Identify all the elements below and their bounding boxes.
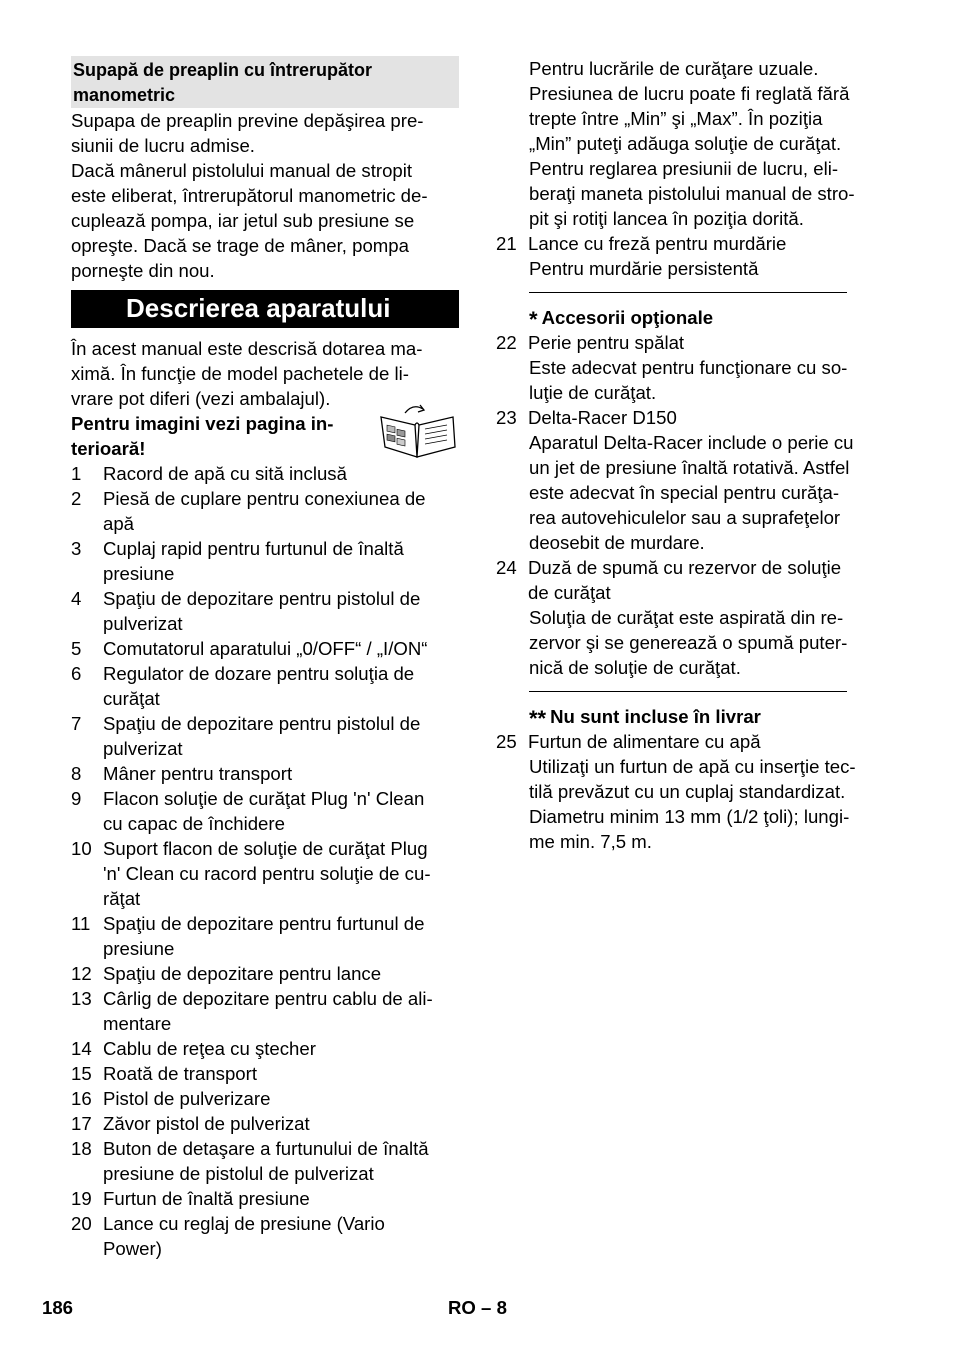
overflow-valve-heading: Supapă de preaplin cu întrerupător manometric (71, 56, 459, 108)
list-item (71, 636, 459, 661)
item-description: Soluţia de curăţat este aspirată din re- zervor şi se generează o spumă puter- nică de soluţie de curăţat. (529, 607, 848, 678)
asterisk-marker: ** (529, 706, 547, 731)
left-column (71, 56, 459, 1261)
section-page-label: RO – 8 (448, 1297, 507, 1318)
item-number: 8 (71, 763, 82, 784)
book-icon (377, 403, 459, 459)
overflow-valve-para-2: Dacă mânerul pistolului manual de stropit este eliberat, întrerupătorul manometric de- cuplează pompa, iar jetul sub presiune se opreşte. Dacă se trage de mâner, pompa porneşte din nou. (71, 160, 428, 281)
item-number: 2 (71, 488, 82, 509)
item-text: Perie pentru spălat (528, 332, 685, 353)
overflow-valve-para-1: Supapa de preaplin previne depăşirea pre- siunii de lucru admise. (71, 110, 424, 156)
optional-accessories-heading (496, 305, 888, 330)
item-text: Flacon soluţie de curăţat Plug 'n' Clean cu capac de închidere (103, 788, 425, 834)
item-text: Regulator de dozare pentru soluţia de curăţat (103, 663, 415, 709)
not-included-heading (496, 704, 888, 729)
item-text: Mâner pentru transport (103, 763, 293, 784)
list-item (71, 1036, 459, 1061)
list-item (71, 1186, 459, 1211)
item-number: 13 (71, 988, 92, 1009)
item-number: 23 (496, 407, 517, 428)
right-column (496, 56, 888, 854)
list-item (71, 1086, 459, 1111)
item-description: Pentru murdărie persistentă (529, 258, 759, 279)
list-item (71, 661, 459, 711)
item-description: Aparatul Delta-Racer include o perie cu un jet de presiune înaltă rotativă. Astfel este adecvat în special pentru curăţa- rea autovehiculelor sau a suprafeţelor deosebit de murdare. (529, 432, 854, 553)
item-number: 5 (71, 638, 82, 659)
item-number: 15 (71, 1063, 92, 1084)
list-item (496, 555, 888, 605)
item-text: Lance cu reglaj de presiune (Vario Power) (103, 1213, 385, 1259)
item-number: 1 (71, 463, 82, 484)
list-item (71, 536, 459, 586)
divider (529, 691, 847, 692)
item-text: Furtun de alimentare cu apă (528, 731, 761, 752)
item-text: Delta-Racer D150 (528, 407, 677, 428)
list-item (71, 486, 459, 536)
item-number: 19 (71, 1188, 92, 1209)
component-list (71, 461, 459, 1261)
list-item (496, 231, 888, 256)
section-title: Descrierea aparatului (71, 290, 459, 328)
intro-paragraph: În acest manual este descrisă dotarea ma- ximă. În funcţie de model pachetele de li- vrare pot diferi (vezi ambalajul). (71, 338, 423, 409)
list-item (71, 586, 459, 636)
heading-label: Nu sunt incluse în livrar (550, 706, 761, 727)
item-number: 10 (71, 838, 92, 859)
item-text: Spaţiu de depozitare pentru pistolul de pulverizat (103, 713, 421, 759)
list-item (71, 786, 459, 836)
item-number: 6 (71, 663, 82, 684)
heading-label: Accesorii opţionale (541, 307, 714, 328)
item-number: 11 (71, 913, 91, 934)
item-text: Spaţiu de depozitare pentru lance (103, 963, 382, 984)
list-item (71, 836, 459, 911)
item-number: 22 (496, 332, 517, 353)
list-item (71, 986, 459, 1036)
list-item (71, 911, 459, 961)
item-text: Spaţiu de depozitare pentru pistolul de pulverizat (103, 588, 421, 634)
item-number: 3 (71, 538, 82, 559)
list-item (71, 961, 459, 986)
list-item (71, 711, 459, 761)
list-item (71, 1111, 459, 1136)
asterisk-marker: * (529, 307, 538, 332)
item-text: Cablu de reţea cu ştecher (103, 1038, 316, 1059)
item-text: Duză de spumă cu rezervor de soluţie de curăţat (528, 557, 842, 603)
item-number: 9 (71, 788, 82, 809)
list-item (71, 461, 459, 486)
item-text: Suport flacon de soluţie de curăţat Plug 'n' Clean cu racord pentru soluţie de cu- răţat (103, 838, 431, 909)
item-number: 4 (71, 588, 82, 609)
item-text: Cuplaj rapid pentru furtunul de înaltă presiune (103, 538, 404, 584)
item-text: Piesă de cuplare pentru conexiunea de apă (103, 488, 426, 534)
item-description: Utilizaţi un furtun de apă cu inserţie tec- tilă prevăzut cu un cuplaj standardizat. Diametru minim 13 mm (1/2 ţoli); lungi- me min. 7,5 m. (529, 756, 856, 852)
item-number: 18 (71, 1138, 92, 1159)
item-number: 21 (496, 233, 517, 254)
item-text: Cârlig de depozitare pentru cablu de ali- mentare (103, 988, 433, 1034)
list-item (71, 761, 459, 786)
lance-description: Pentru lucrările de curăţare uzuale. Presiunea de lucru poate fi reglată fără trepte între „Min” şi „Max”. În poziţia „Min” puteţi adăuga soluţie de curăţat. Pentru reglarea presiunii de lucru, eli- beraţi maneta pistolului manual de stro- pit şi rotiţi lancea în poziţia dorită. (529, 58, 855, 229)
list-item (71, 1136, 459, 1186)
item-number: 20 (71, 1213, 92, 1234)
item-number: 16 (71, 1088, 92, 1109)
item-number: 17 (71, 1113, 92, 1134)
item-text: Furtun de înaltă presiune (103, 1188, 310, 1209)
divider (529, 292, 847, 293)
item-text: Zăvor pistol de pulverizat (103, 1113, 310, 1134)
list-item (496, 729, 888, 754)
item-number: 12 (71, 963, 92, 984)
item-number: 14 (71, 1038, 92, 1059)
item-text: Buton de detaşare a furtunului de înaltă presiune de pistolul de pulverizat (103, 1138, 429, 1184)
item-text: Lance cu freză pentru murdărie (528, 233, 787, 254)
item-number: 7 (71, 713, 82, 734)
item-text: Comutatorul aparatului „0/OFF“ / „I/ON“ (103, 638, 428, 659)
item-number: 25 (496, 731, 517, 752)
item-number: 24 (496, 557, 517, 578)
item-text: Spaţiu de depozitare pentru furtunul de presiune (103, 913, 425, 959)
list-item (71, 1061, 459, 1086)
list-item (71, 1211, 459, 1261)
item-text: Racord de apă cu sită inclusă (103, 463, 347, 484)
image-reference-text: Pentru imagini vezi pagina in- terioară! (71, 413, 334, 459)
page-number: 186 (42, 1297, 74, 1318)
item-text: Pistol de pulverizare (103, 1088, 271, 1109)
list-item (496, 405, 888, 430)
item-text: Roată de transport (103, 1063, 258, 1084)
list-item (496, 330, 888, 355)
image-reference-note (71, 411, 459, 461)
item-description: Este adecvat pentru funcţionare cu so- luţie de curăţat. (529, 357, 848, 403)
